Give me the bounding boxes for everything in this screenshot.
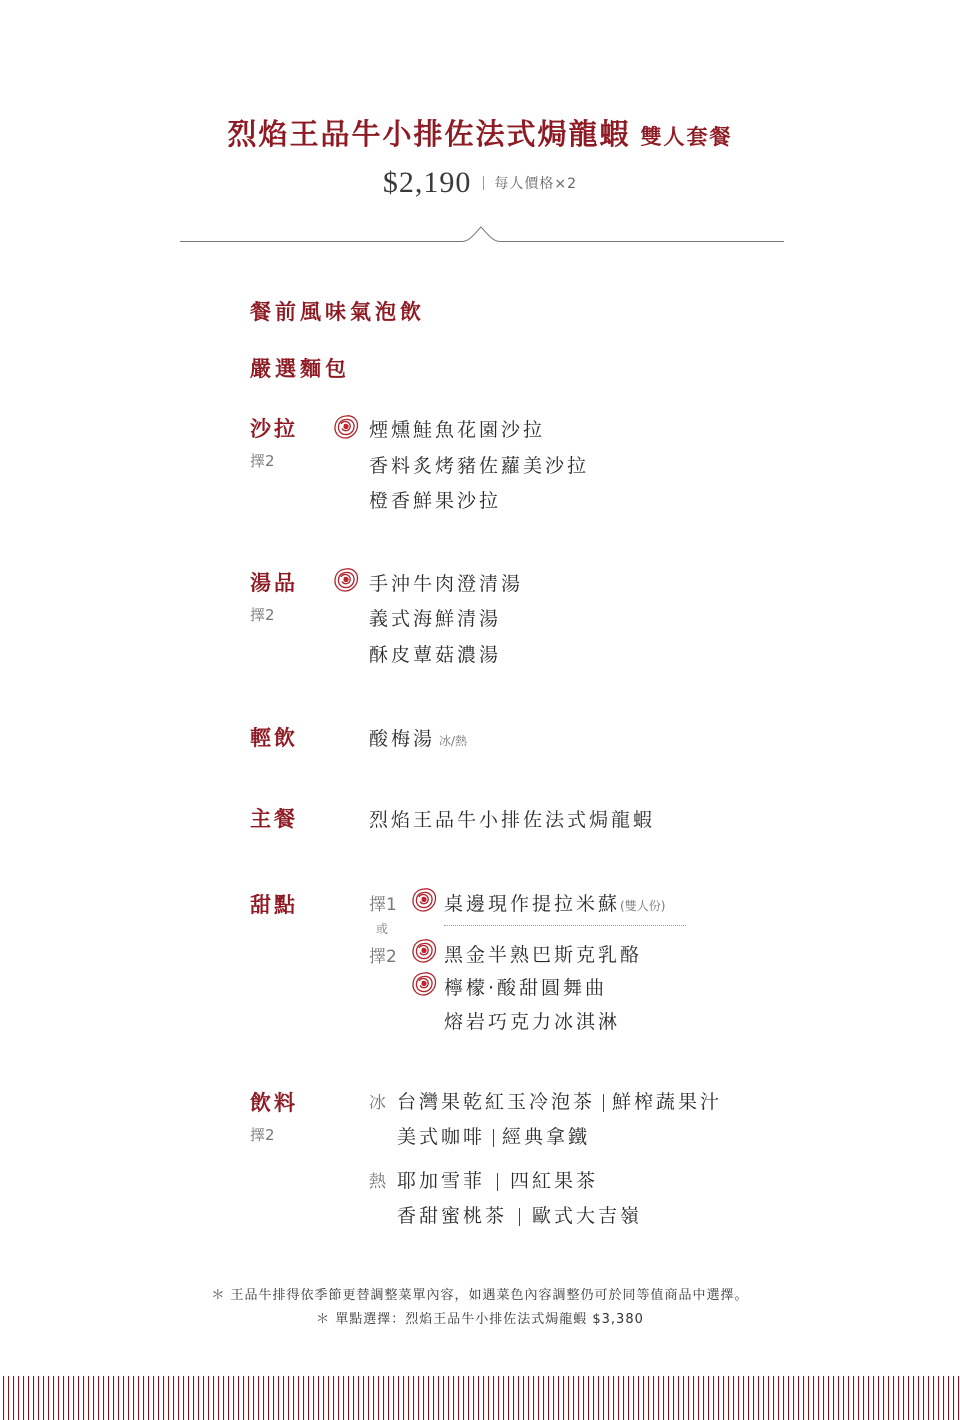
soup-item: 義式海鮮清湯 <box>369 608 502 630</box>
dessert-or-label: 或 <box>376 922 389 936</box>
rose-icon <box>332 413 360 441</box>
dessert-item: 熔岩巧克力冰淇淋 <box>444 1011 621 1033</box>
soup-item: 手沖牛肉澄清湯 <box>369 573 524 595</box>
hot-drinks-label: 熱 <box>369 1172 386 1192</box>
striped-footer-band <box>0 1376 960 1420</box>
rose-icon <box>332 566 360 594</box>
set-subtitle: 雙人套餐 <box>640 125 733 149</box>
light-drink-heading: 輕飲 <box>250 726 298 750</box>
cold-drinks-label: 冰 <box>369 1093 386 1113</box>
drink-option: 耶加雪菲 <box>397 1170 486 1192</box>
soup-heading: 湯品 <box>250 571 298 595</box>
soup-item: 酥皮蕈菇濃湯 <box>369 644 502 666</box>
drinks-choose-count: 擇2 <box>250 1126 275 1144</box>
salad-item: 橙香鮮果沙拉 <box>369 490 502 512</box>
menu-title-row <box>0 112 960 153</box>
main-course-item: 烈焰王品牛小排佐法式焗龍蝦 <box>369 809 656 831</box>
drink-line <box>397 1201 642 1228</box>
price-row <box>0 166 960 200</box>
dessert-option1-item <box>444 889 665 916</box>
serving-note: (雙人份) <box>620 899 666 913</box>
drink-option: 香甜蜜桃茶 <box>397 1205 508 1227</box>
tiramisu-name: 桌邊現作提拉米蘇 <box>444 893 621 915</box>
drink-option: 四紅果茶 <box>510 1170 599 1192</box>
notched-divider <box>180 226 784 246</box>
separator <box>497 1173 498 1191</box>
dessert-option1-label: 擇1 <box>369 895 397 915</box>
sparkling-drink-heading: 餐前風味氣泡飲 <box>250 300 425 324</box>
dessert-heading: 甜點 <box>250 893 298 917</box>
temperature-note: 冰/熱 <box>439 734 468 748</box>
soup-choose-count: 擇2 <box>250 606 275 624</box>
seasonal-footnote: ＊ 王品牛排得依季節更替調整菜單內容，如遇菜色內容調整仍可於同等值商品中選擇。 <box>211 1288 749 1303</box>
a-la-carte-footnote: ＊ 單點選擇：烈焰王品牛小排佐法式焗龍蝦 $3,380 <box>316 1312 644 1327</box>
separator <box>603 1094 604 1112</box>
salad-heading: 沙拉 <box>250 417 298 441</box>
bread-heading: 嚴選麵包 <box>250 357 350 381</box>
drink-line <box>397 1122 590 1149</box>
drink-line <box>397 1166 598 1193</box>
main-course-heading: 主餐 <box>250 807 298 831</box>
drink-option: 美式咖啡 <box>397 1126 486 1148</box>
light-drink-name: 酸梅湯 <box>369 728 436 750</box>
drinks-heading: 飲料 <box>250 1091 298 1115</box>
drink-option: 鮮榨蔬果汁 <box>612 1091 723 1113</box>
drink-line <box>397 1087 722 1114</box>
light-drink-item <box>369 724 467 751</box>
salad-item: 煙燻鮭魚花園沙拉 <box>369 419 546 441</box>
dessert-option2-label: 擇2 <box>369 947 397 967</box>
separator <box>493 1129 494 1147</box>
set-price: $2,190 <box>382 166 472 199</box>
salad-item: 香料炙烤豬佐蘿美沙拉 <box>369 455 590 477</box>
dessert-item: 檸檬·酸甜圓舞曲 <box>444 977 608 999</box>
drink-option: 經典拿鐵 <box>502 1126 591 1148</box>
salad-choose-count: 擇2 <box>250 452 275 470</box>
dessert-item: 黑金半熟巴斯克乳酪 <box>444 944 643 966</box>
drink-option: 台灣果乾紅玉冷泡茶 <box>397 1091 596 1113</box>
drink-option: 歐式大吉嶺 <box>532 1205 643 1227</box>
rose-icon <box>410 886 438 914</box>
rose-icon <box>410 970 438 998</box>
rose-icon <box>410 937 438 965</box>
price-separator <box>483 176 484 190</box>
price-note: 每人價格×2 <box>494 176 578 192</box>
dotted-separator <box>444 925 686 926</box>
separator <box>519 1208 520 1226</box>
set-title: 烈焰王品牛小排佐法式焗龍蝦 <box>227 117 631 151</box>
